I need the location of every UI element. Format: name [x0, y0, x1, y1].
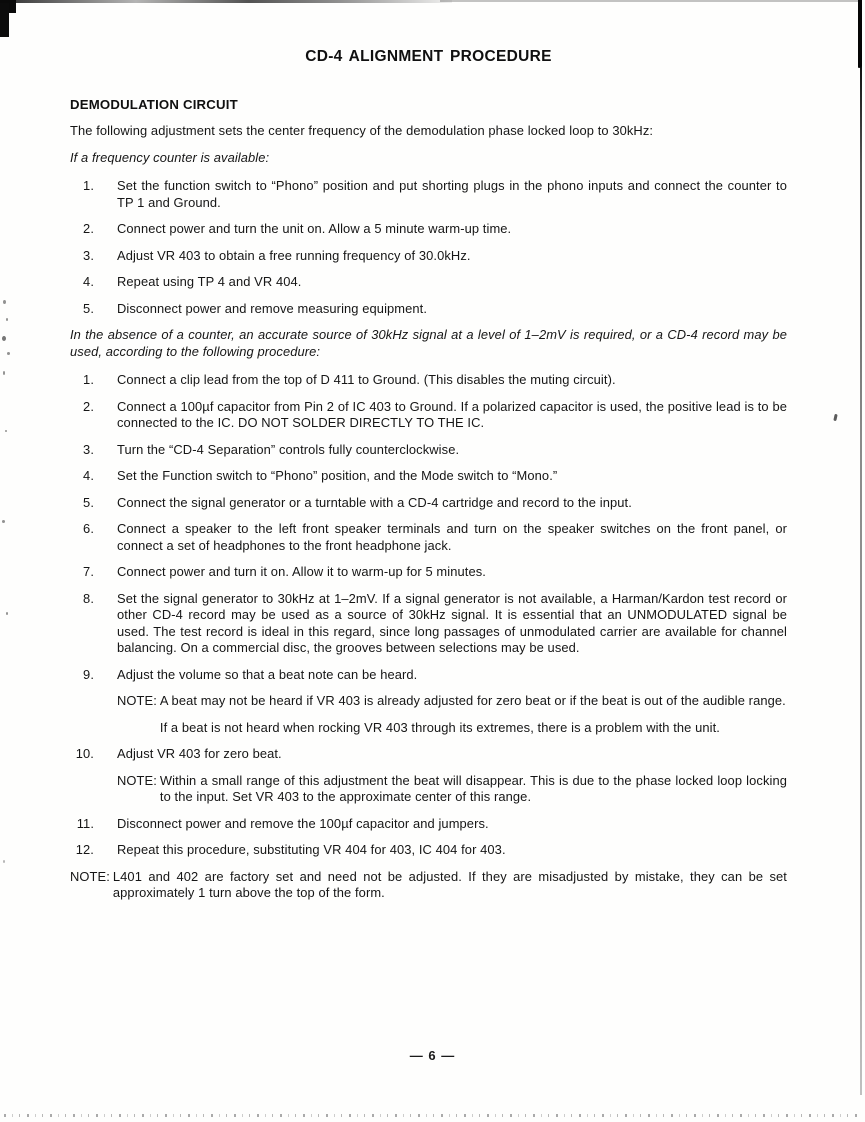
- item-text: Set the signal generator to 30kHz at 1–2mV. If a signal generator is not available, a Harman/Kardon test record or other CD-4 record may be used as a source of 30kHz signal. It is essential that an UNMODULATED signal be used. The test record is ideal in this regard, since long passages of unmodulated carrier are available for channel balancing. On a commercial disc, the grooves between selections may be used.: [117, 590, 787, 655]
- item-number: 9.: [83, 666, 94, 682]
- item-number: 3.: [83, 247, 94, 263]
- page-title: CD-4 ALIGNMENT PROCEDURE: [305, 48, 552, 65]
- final-note-label: NOTE:: [70, 868, 110, 884]
- scan-speck: [3, 300, 6, 304]
- list-item: [70, 521, 787, 554]
- item-number: 8.: [83, 590, 94, 606]
- item-text: Connect power and turn the unit on. Allow a 5 minute warm-up time.: [117, 221, 512, 236]
- document-content: [70, 48, 787, 902]
- condition-counter-available: If a frequency counter is available:: [70, 149, 270, 165]
- list-item: [70, 591, 787, 657]
- item-number: 12.: [75, 842, 94, 857]
- item-number: 3.: [83, 441, 94, 457]
- list-item: [70, 399, 787, 432]
- procedure-list-no-counter: [70, 372, 787, 859]
- scan-speck: [6, 612, 8, 615]
- item-text: Repeat this procedure, substituting VR 404 for 403, IC 404 for 403.: [117, 842, 506, 857]
- item-note: [117, 693, 787, 736]
- item-note-text: A beat may not be heard if VR 403 is already adjusted for zero beat or if the beat is out of the audible range.: [159, 693, 786, 708]
- item-number: 7.: [83, 564, 94, 579]
- item-number: 5.: [83, 494, 94, 510]
- final-note: [70, 869, 787, 902]
- scan-artifact-right-edge: [858, 0, 862, 68]
- list-item: [70, 842, 787, 859]
- scan-artifact-top-edge: [0, 0, 452, 3]
- item-text: Connect the signal generator or a turntable with a CD-4 cartridge and record to the input.: [117, 494, 632, 510]
- item-number: 10.: [75, 746, 94, 761]
- item-text: Connect a clip lead from the top of D 411 to Ground. (This disables the muting circuit).: [117, 372, 616, 387]
- list-item: [70, 667, 787, 737]
- scan-speck: [2, 520, 5, 523]
- item-text: Repeat using TP 4 and VR 404.: [117, 274, 302, 289]
- scan-speck: [3, 371, 5, 375]
- item-number: 2.: [83, 398, 94, 414]
- list-item: [70, 564, 787, 581]
- item-number: 4.: [83, 274, 94, 289]
- item-note-label: NOTE:: [117, 693, 157, 708]
- condition-no-counter: In the absence of a counter, an accurate source of 30kHz signal at a level of 1–2mV is required, or a CD-4 record may be used, according to the following procedure:: [70, 327, 787, 359]
- procedure-list-counter: [70, 178, 787, 317]
- scan-artifact-bottom-noise: [4, 1114, 860, 1117]
- list-item: [70, 816, 787, 833]
- item-text: Adjust VR 403 for zero beat.: [117, 746, 282, 761]
- item-number: 6.: [83, 521, 94, 536]
- item-number: 1.: [83, 372, 94, 387]
- item-number: 5.: [83, 300, 94, 316]
- page-number: — 6 —: [409, 1048, 456, 1063]
- item-text: Adjust the volume so that a beat note can be heard.: [117, 666, 418, 682]
- item-note-label: NOTE:: [117, 772, 157, 788]
- scan-speck: [3, 860, 5, 863]
- list-item: [70, 248, 787, 265]
- list-item: [70, 442, 787, 459]
- item-text: Connect a speaker to the left front speaker terminals and turn on the speaker switches on the front panel, or connect a set of headphones to the front headphone jack.: [117, 521, 787, 553]
- item-note-text: Within a small range of this adjustment the beat will disappear. This is due to the phase locked loop locking to the input. Set VR 403 to the approximate center of this range.: [159, 772, 787, 804]
- list-item: [70, 468, 787, 485]
- item-text: Adjust VR 403 to obtain a free running frequency of 30.0kHz.: [117, 247, 471, 263]
- scan-speck: [2, 336, 6, 341]
- item-note: [117, 773, 787, 806]
- item-number: 2.: [83, 221, 94, 236]
- scan-artifact-corner: [0, 0, 16, 13]
- scan-speck: [5, 430, 7, 432]
- section-heading: DEMODULATION CIRCUIT: [70, 97, 238, 112]
- scan-artifact-top-edge: [440, 0, 860, 2]
- final-note-text: L401 and 402 are factory set and need not be adjusted. If they are misadjusted by mistake, they can be set approximately 1 turn above the top of the form.: [112, 868, 787, 900]
- list-item: [70, 372, 787, 389]
- list-item: [70, 178, 787, 211]
- scan-speck: [6, 318, 8, 321]
- list-item: [70, 221, 787, 238]
- item-text: Set the function switch to “Phono” position and put shorting plugs in the phono inputs and connect the counter to TP 1 and Ground.: [117, 178, 787, 210]
- item-text: Connect power and turn it on. Allow it to warm-up for 5 minutes.: [117, 564, 486, 579]
- item-text: Disconnect power and remove measuring equipment.: [117, 300, 428, 316]
- list-item: [70, 746, 787, 806]
- scan-speck: [7, 352, 10, 355]
- item-text: Set the Function switch to “Phono” position, and the Mode switch to “Mono.”: [117, 468, 558, 483]
- scan-artifact-corner: [0, 0, 9, 37]
- item-text: Turn the “CD-4 Separation” controls fully counterclockwise.: [117, 441, 460, 457]
- item-number: 4.: [83, 468, 94, 483]
- item-number: 1.: [83, 178, 94, 193]
- item-note-text-2: If a beat is not heard when rocking VR 403 through its extremes, there is a problem with the unit.: [159, 719, 720, 735]
- list-item: [70, 495, 787, 512]
- scan-speck: [833, 414, 837, 421]
- list-item: [70, 274, 787, 291]
- item-number: 11.: [76, 815, 94, 831]
- list-item: [70, 301, 787, 318]
- scan-artifact-right-edge: [860, 0, 862, 1095]
- item-text: Disconnect power and remove the 100µf capacitor and jumpers.: [117, 815, 489, 831]
- item-text: Connect a 100µf capacitor from Pin 2 of IC 403 to Ground. If a polarized capacitor is used, the positive lead is to be connected to the IC. DO NOT SOLDER DIRECTLY TO THE IC.: [117, 398, 787, 430]
- intro-paragraph: The following adjustment sets the center frequency of the demodulation phase locked loop to 30kHz:: [70, 123, 654, 138]
